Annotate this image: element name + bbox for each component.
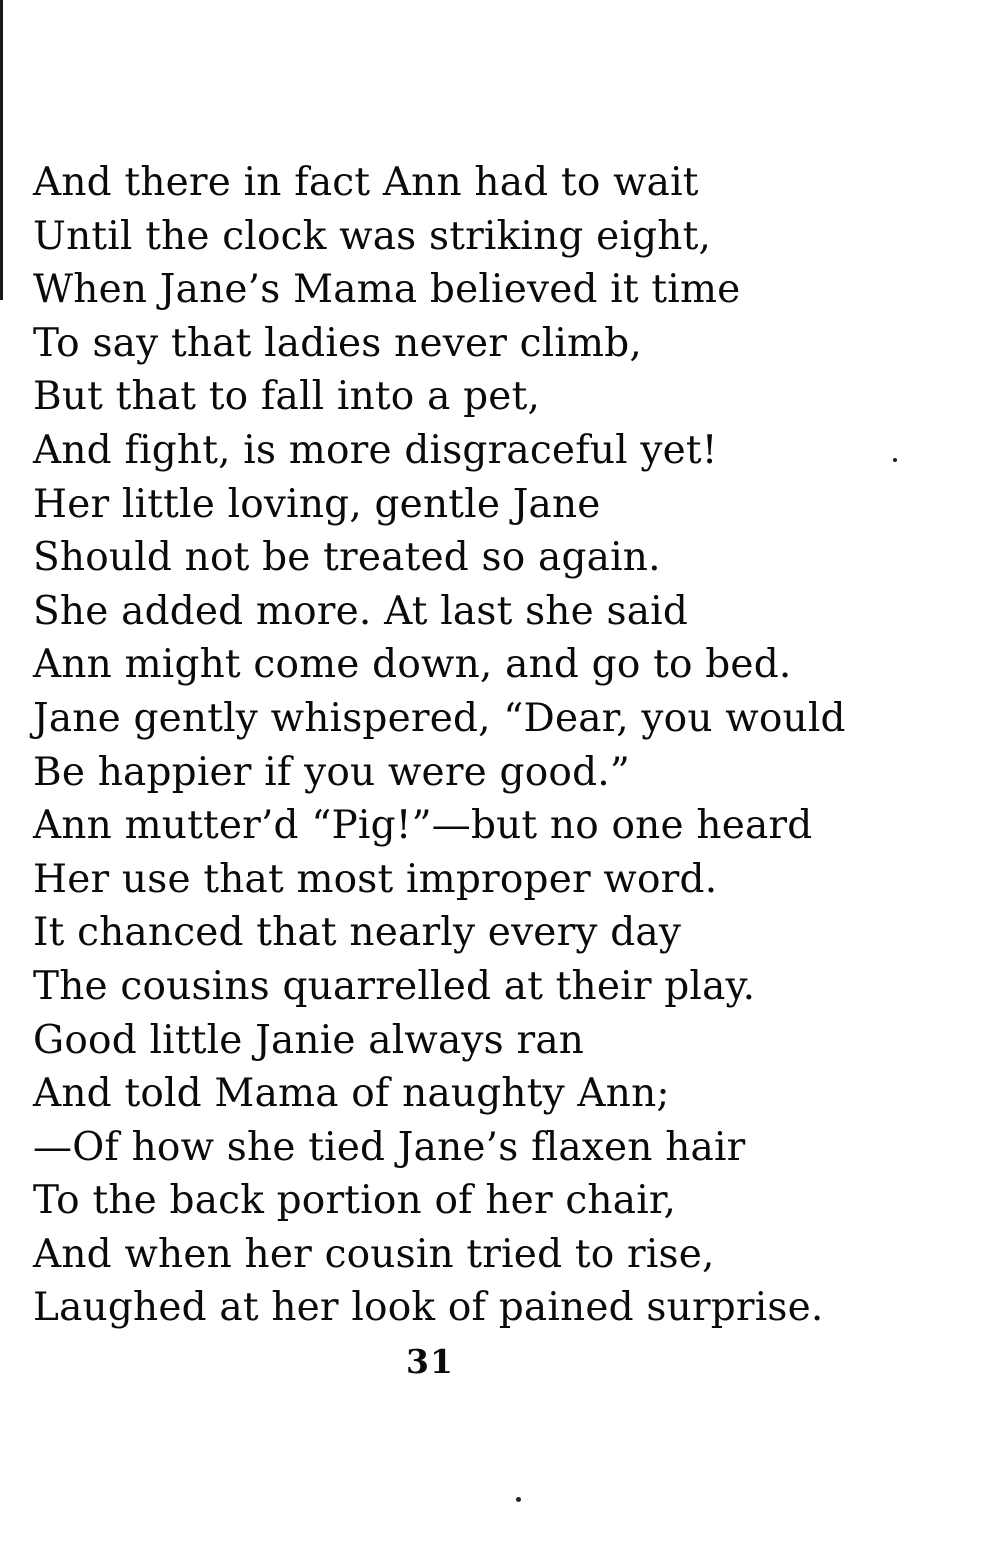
poem-line: When Jane’s Mama believed it time xyxy=(33,267,741,313)
poem-line: And there in fact Ann had to wait xyxy=(33,160,699,205)
poem-line: Laughed at her look of pained surprise. xyxy=(33,1285,824,1331)
poem-line: And told Mama of naughty Ann; xyxy=(33,1071,670,1117)
poem-line: Should not be treated so again. xyxy=(33,535,661,581)
poem-line: To say that ladies never climb, xyxy=(33,320,643,366)
poem-line: Ann might come down, and go to bed. xyxy=(33,642,792,688)
poem-line: Until the clock was striking eight, xyxy=(33,213,712,259)
page-edge-mark xyxy=(0,0,3,300)
poem-line: She added more. At last she said xyxy=(33,588,688,634)
poem-line: The cousins quarrelled at their play. xyxy=(33,963,756,1009)
poem-line: —Of how she tied Jane’s flaxen hair xyxy=(33,1124,746,1170)
poem-line: And when her cousin tried to rise, xyxy=(33,1231,715,1277)
poem-line: And fight, is more disgraceful yet! xyxy=(33,427,718,473)
scan-speck xyxy=(893,458,897,462)
scan-speck xyxy=(516,1497,521,1502)
page-number: 31 xyxy=(406,1342,454,1381)
poem-text xyxy=(33,156,933,1335)
poem-line: To the back portion of her chair, xyxy=(33,1178,677,1224)
poem-line: Her little loving, gentle Jane xyxy=(33,481,601,527)
poem-line: Good little Janie always ran xyxy=(33,1017,585,1063)
poem-line: Jane gently whispered, “Dear, you would xyxy=(33,695,846,741)
poem-line: It chanced that nearly every day xyxy=(33,910,682,956)
poem-line: Be happier if you were good.” xyxy=(33,749,630,795)
poem-line: Ann mutter’d “Pig!”—but no one heard xyxy=(33,803,813,849)
poem-line: Her use that most improper word. xyxy=(33,856,718,902)
poem-line: But that to fall into a pet, xyxy=(33,374,541,420)
